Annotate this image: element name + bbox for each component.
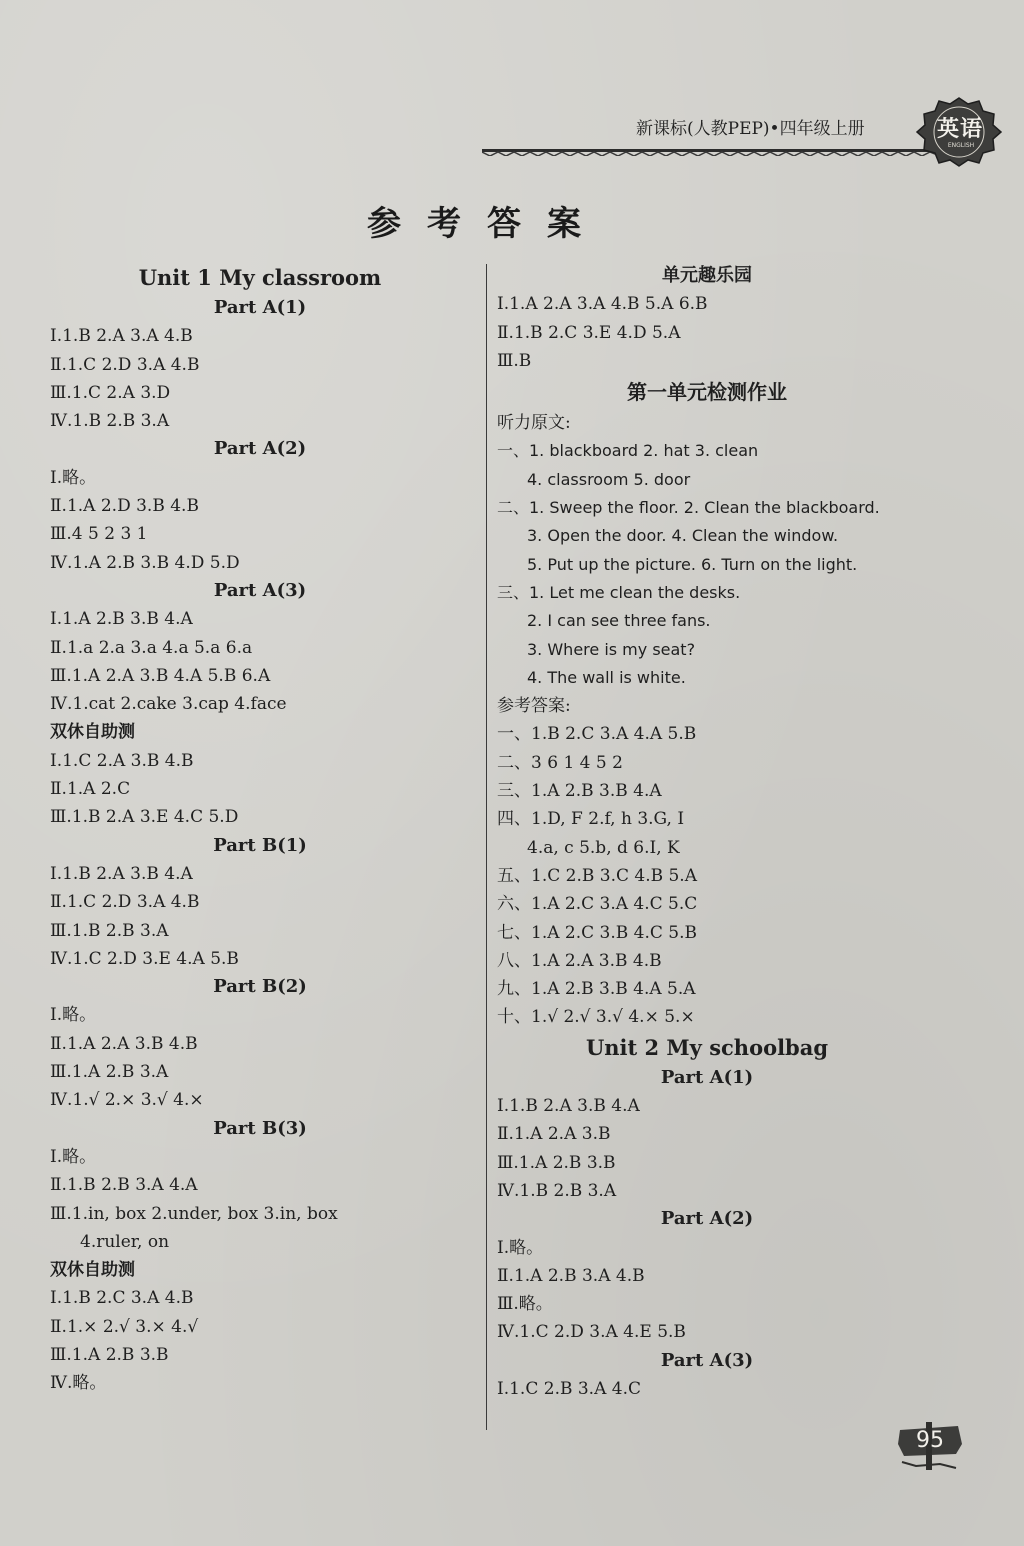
listening-script-line: 三、1. Let me clean the desks. xyxy=(497,582,741,602)
answer-line: 八、1.A 2.A 3.B 4.B xyxy=(497,950,662,971)
answer-line: Ⅰ.1.C 2.B 3.A 4.C xyxy=(497,1378,641,1399)
answer-line: 4.ruler, on xyxy=(80,1231,170,1252)
answer-line: Ⅳ.1.C 2.D 3.A 4.E 5.B xyxy=(497,1322,686,1343)
section-heading: Part A(2) xyxy=(213,438,307,460)
listening-script-line: 3. Open the door. 4. Clean the window. xyxy=(527,526,839,546)
answer-line: Ⅲ.略。 xyxy=(497,1294,553,1315)
answer-line: Ⅱ.1.A 2.C xyxy=(50,779,131,800)
test-heading: 第一单元检测作业 xyxy=(627,380,787,405)
answer-line: Ⅳ.1.A 2.B 3.B 4.D 5.D xyxy=(50,552,240,573)
column-divider xyxy=(486,264,487,1430)
section-heading: Part B(2) xyxy=(213,976,307,998)
right-answer-column xyxy=(497,262,917,1403)
section-heading: Part A(3) xyxy=(213,579,307,601)
answer-line: Ⅲ.1.A 2.B 3.B xyxy=(497,1152,616,1173)
listening-script-line: 一、1. blackboard 2. hat 3. clean xyxy=(497,441,759,461)
answer-line: Ⅲ.B xyxy=(497,350,532,371)
answer-line: Ⅰ.1.B 2.A 3.A 4.B xyxy=(50,326,193,347)
left-answer-column xyxy=(50,262,470,1398)
answer-line: 一、1.B 2.C 3.A 4.A 5.B xyxy=(497,724,697,745)
section-heading: Part B(1) xyxy=(213,834,307,856)
page-title: 参考答案 xyxy=(367,204,607,244)
answer-line: Ⅰ.1.B 2.A 3.B 4.A xyxy=(497,1096,640,1117)
subject-badge-sublabel: ENGLISH xyxy=(947,142,975,149)
answer-line: 4.a, c 5.b, d 6.I, K xyxy=(527,837,680,858)
self-test-heading: 双休自助测 xyxy=(50,1260,135,1281)
answer-line: 七、1.A 2.C 3.B 4.C 5.B xyxy=(497,922,697,943)
answer-line: 二、3 6 1 4 5 2 xyxy=(497,752,623,773)
header-decorative-rule xyxy=(482,146,940,156)
book-series-header: 新课标(人教PEP)•四年级上册 xyxy=(636,119,865,139)
answer-line: 三、1.A 2.B 3.B 4.A xyxy=(497,781,662,802)
answer-line: Ⅳ.1.B 2.B 3.A xyxy=(50,411,170,432)
answer-line: Ⅳ.1.C 2.D 3.E 4.A 5.B xyxy=(50,948,239,969)
answer-line: 参考答案: xyxy=(497,696,571,717)
answer-line: 四、1.D, F 2.f, h 3.G, I xyxy=(497,809,685,830)
answer-line: 六、1.A 2.C 3.A 4.C 5.C xyxy=(497,894,698,915)
answer-line: 九、1.A 2.B 3.B 4.A 5.A xyxy=(497,979,696,1000)
answer-line: Ⅱ.1.C 2.D 3.A 4.B xyxy=(50,892,200,913)
answer-line: Ⅳ.1.√ 2.× 3.√ 4.× xyxy=(50,1090,204,1111)
answer-line: Ⅳ.1.B 2.B 3.A xyxy=(497,1180,617,1201)
answer-line: Ⅲ.1.A 2.B 3.A xyxy=(50,1062,169,1083)
section-heading: 单元趣乐园 xyxy=(662,265,752,286)
answer-line: Ⅰ.1.B 2.C 3.A 4.B xyxy=(50,1288,194,1309)
answer-line: Ⅰ.1.B 2.A 3.B 4.A xyxy=(50,863,193,884)
answer-line: Ⅰ.略。 xyxy=(50,1005,97,1026)
section-heading: Part A(3) xyxy=(660,1349,754,1371)
answer-line: Ⅱ.1.× 2.√ 3.× 4.√ xyxy=(50,1316,199,1337)
answer-line: Ⅳ.1.cat 2.cake 3.cap 4.face xyxy=(50,694,287,715)
subject-badge-label: 英语 xyxy=(936,116,983,142)
page-number: 95 xyxy=(916,1428,944,1453)
answer-line: Ⅲ.1.B 2.A 3.E 4.C 5.D xyxy=(50,807,239,828)
answer-line: Ⅲ.1.B 2.B 3.A xyxy=(50,920,169,941)
answer-line: Ⅱ.1.A 2.A 3.B 4.B xyxy=(50,1033,198,1054)
answer-line: 五、1.C 2.B 3.C 4.B 5.A xyxy=(497,865,697,886)
answer-line: Ⅱ.1.B 2.C 3.E 4.D 5.A xyxy=(497,322,681,343)
section-heading: Part A(1) xyxy=(660,1066,754,1088)
answer-line: Ⅲ.1.A 2.B 3.B xyxy=(50,1344,169,1365)
answer-line: Ⅲ.4 5 2 3 1 xyxy=(50,524,148,545)
listening-script-line: 二、1. Sweep the floor. 2. Clean the blackboard. xyxy=(497,498,880,518)
answer-line: Ⅱ.1.B 2.B 3.A 4.A xyxy=(50,1175,198,1196)
answer-line: Ⅲ.1.C 2.A 3.D xyxy=(50,382,171,403)
answer-line: Ⅰ.略。 xyxy=(50,1146,97,1167)
unit-heading: Unit 2 My schoolbag xyxy=(585,1034,829,1060)
answer-line: Ⅰ.1.A 2.B 3.B 4.A xyxy=(50,609,193,630)
listening-script-line: 4. The wall is white. xyxy=(527,667,686,687)
answer-line: Ⅲ.1.A 2.A 3.B 4.A 5.B 6.A xyxy=(50,665,271,686)
answer-line: Ⅰ.1.A 2.A 3.A 4.B 5.A 6.B xyxy=(497,294,708,315)
answer-line: 听力原文: xyxy=(497,413,571,434)
answer-line: Ⅱ.1.A 2.D 3.B 4.B xyxy=(50,496,199,517)
section-heading: Part B(3) xyxy=(213,1117,307,1139)
listening-script-line: 4. classroom 5. door xyxy=(527,469,691,489)
answer-line: Ⅱ.1.A 2.A 3.B xyxy=(497,1124,611,1145)
answer-line: Ⅰ.1.C 2.A 3.B 4.B xyxy=(50,750,194,771)
answer-line: Ⅲ.1.in, box 2.under, box 3.in, box xyxy=(50,1203,338,1224)
answer-line: Ⅱ.1.C 2.D 3.A 4.B xyxy=(50,354,200,375)
answer-line: Ⅱ.1.A 2.B 3.A 4.B xyxy=(497,1265,645,1286)
listening-script-line: 3. Where is my seat? xyxy=(527,639,696,659)
answer-line: Ⅰ.略。 xyxy=(497,1237,544,1258)
answer-line: Ⅱ.1.a 2.a 3.a 4.a 5.a 6.a xyxy=(50,637,253,658)
section-heading: Part A(2) xyxy=(660,1208,754,1230)
section-heading: Part A(1) xyxy=(213,297,307,318)
unit-heading: Unit 1 My classroom xyxy=(138,265,382,290)
listening-script-line: 2. I can see three fans. xyxy=(527,611,711,631)
answer-line: Ⅰ.略。 xyxy=(50,467,97,488)
answer-line: 十、1.√ 2.√ 3.√ 4.× 5.× xyxy=(497,1007,695,1028)
self-test-heading: 双休自助测 xyxy=(50,722,135,743)
listening-script-line: 5. Put up the picture. 6. Turn on the light. xyxy=(527,554,858,574)
answer-line: Ⅳ.略。 xyxy=(50,1373,107,1394)
